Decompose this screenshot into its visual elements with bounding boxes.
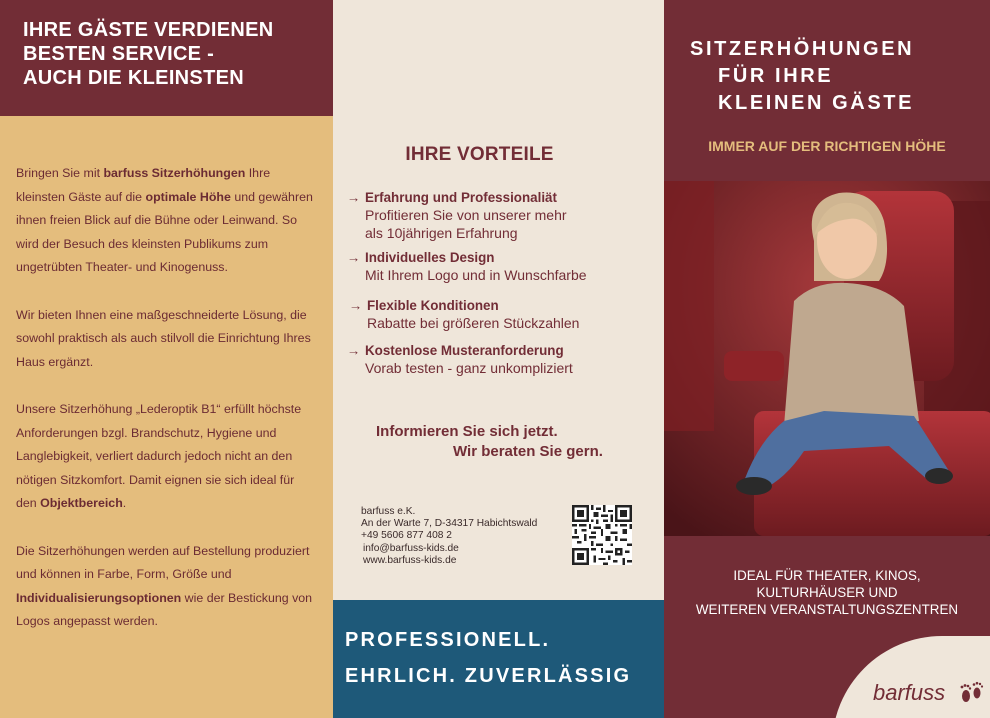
paragraph-customization: Die Sitzerhöhungen werden auf Bestellung produziert und können in Farbe, Form, Größe und Individualisierungsoptionen wie der Bestickung von Logos angepasst werden. [16, 543, 313, 629]
cover-subtitle: IMMER AUF DER RICHTIGEN HÖHE [708, 138, 946, 154]
right-panel [664, 0, 990, 718]
left-header [0, 0, 333, 116]
arrow-right-icon: → [349, 298, 363, 313]
phone: +49 5606 877 408 2 [361, 530, 452, 542]
company-name: barfuss e.K. [361, 506, 416, 517]
paragraph-solution: Wir bieten Ihnen eine maßgeschneiderte Lösung, die sowohl praktisch als auch stilvoll die Einrichtung Ihres Haus ergänzt. [16, 307, 311, 369]
child-on-seat-photo [664, 181, 990, 536]
qr-code-icon[interactable] [572, 505, 632, 565]
arrow-right-icon: → [347, 190, 361, 205]
benefit-item: → Individuelles Design Mit Ihrem Logo und in Wunschfarbe [347, 250, 587, 283]
arrow-right-icon: → [347, 250, 361, 265]
benefit-item: → Flexible Konditionen Rabatte bei größeren Stückzahlen [349, 298, 580, 331]
left-headline: IHRE GÄSTE VERDIENEN BESTEN SERVICE - AUCH DIE KLEINSTEN [23, 19, 274, 89]
benefit-item: → Kostenlose Musteranforderung Vorab testen - ganz unkompliziert [347, 343, 573, 376]
barfuss-logo: barfuss [873, 680, 946, 705]
benefits-title: IHRE VORTEILE [405, 144, 554, 165]
email-link[interactable]: info@barfuss-kids.de [363, 542, 459, 554]
cover-title: SITZERHÖHUNGEN FÜR IHRE KLEINEN GÄSTE [690, 38, 915, 114]
website-link[interactable]: www.barfuss-kids.de [363, 554, 457, 566]
left-panel [0, 0, 333, 718]
slogan-banner: PROFESSIONELL. EHRLICH. ZUVERLÄSSIG [333, 600, 664, 718]
cta-line-1: Informieren Sie sich jetzt. [376, 423, 558, 440]
paragraph-product: Unsere Sitzerhöhung „Lederoptik B1“ erfüllt höchste Anforderungen bzgl. Brandschutz, Hygiene und Langlebigkeit, verliert dadurch jedoch nicht an den nötigen Sitzkomfort. Damit eignen sie sich ideal für den Objektbereich. [16, 401, 302, 511]
left-body-text [16, 162, 316, 657]
arrow-right-icon: → [347, 343, 361, 358]
benefit-item: → Erfahrung und Professionaliät Profitieren Sie von unserer mehr als 10jährigen Erfahrung [347, 190, 567, 241]
footprint-icon [958, 680, 984, 706]
contact-block [361, 506, 537, 567]
cta-line-2: Wir beraten Sie gern. [453, 443, 603, 460]
target-venues: IDEAL FÜR THEATER, KINOS, KULTURHÄUSER UND WEITEREN VERANSTALTUNGSZENTREN [695, 568, 959, 617]
paragraph-intro: Bringen Sie mit barfuss Sitzerhöhungen Ihre kleinsten Gäste auf die optimale Höhe und gewähren ihnen freien Blick auf die Bühne oder Leinwand. So wird der Besuch des kleinsten Publikums zum ungetrübten Theater- und Kinogenuss. [16, 166, 313, 275]
middle-panel [333, 0, 664, 718]
address: An der Warte 7, D-34317 Habichtswald [361, 518, 538, 530]
